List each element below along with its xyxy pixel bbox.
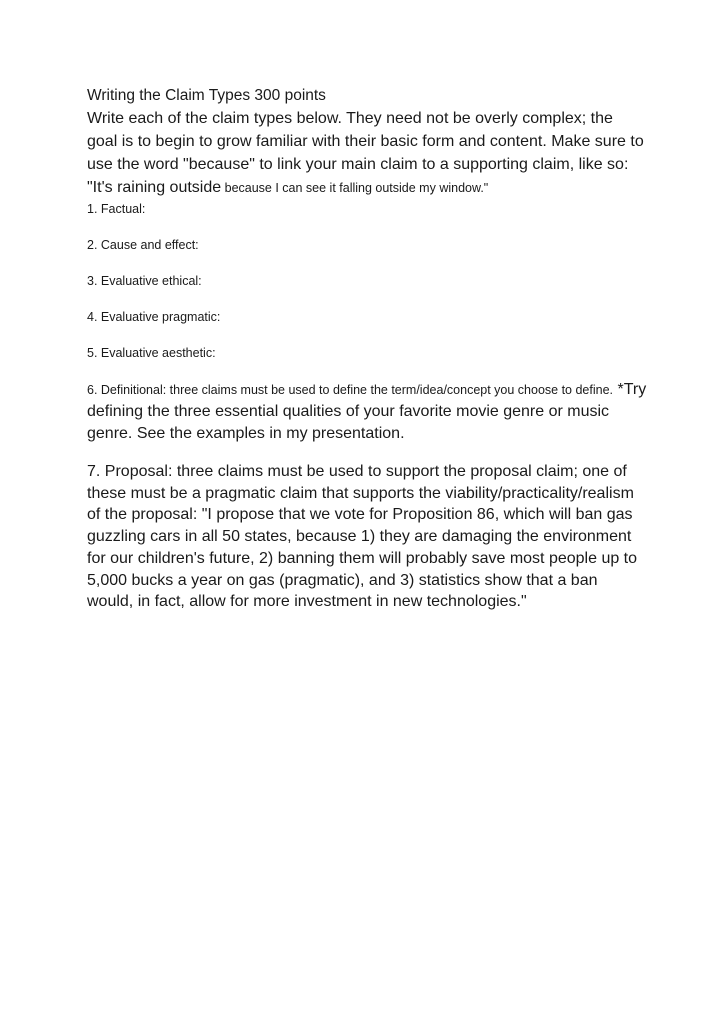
- item-proposal: 7. Proposal: three claims must be used to support the proposal claim; one of these must be a pragmatic claim that supports the viability/practicality/realism of the proposal: "I propose that we vote for Proposition 86, which will ban gas guzzling cars in all 50 states, because 1) they are damaging the environment for our children's future, 2) banning them will probably save most people up to 5,000 bucks a year on gas (pragmatic), and 3) statistics show that a ban would, in fact, allow for more investment in new technologies.": [87, 463, 638, 611]
- item-evaluative-pragmatic: 4. Evaluative pragmatic:: [87, 310, 221, 324]
- example-claim-tail: because I can see it falling outside my window.": [221, 181, 489, 195]
- item-evaluative-aesthetic: 5. Evaluative aesthetic:: [87, 346, 216, 360]
- item-definitional: [87, 379, 647, 445]
- item-factual: 1. Factual:: [87, 202, 146, 216]
- definitional-lead: 6. Definitional: three claims must be used to define the term/idea/concept you choose to define.: [87, 383, 614, 397]
- assignment-title: Writing the Claim Types 300 points: [87, 87, 326, 104]
- definitional-tip: *Try defining the three essential qualities of your favorite movie genre or music genre. See the examples in my presentation.: [87, 381, 647, 442]
- instructions-paragraph: [87, 107, 647, 200]
- item-cause-and-effect: 2. Cause and effect:: [87, 238, 199, 252]
- document-page: [87, 86, 647, 613]
- instructions-text: Write each of the claim types below. They need not be overly complex; the goal is to begin to grow familiar with their basic form and content. Make sure to use the word "because" to link your main claim to a supporting claim, like so: "It's raining outside: [87, 110, 644, 196]
- item-evaluative-ethical: 3. Evaluative ethical:: [87, 274, 202, 288]
